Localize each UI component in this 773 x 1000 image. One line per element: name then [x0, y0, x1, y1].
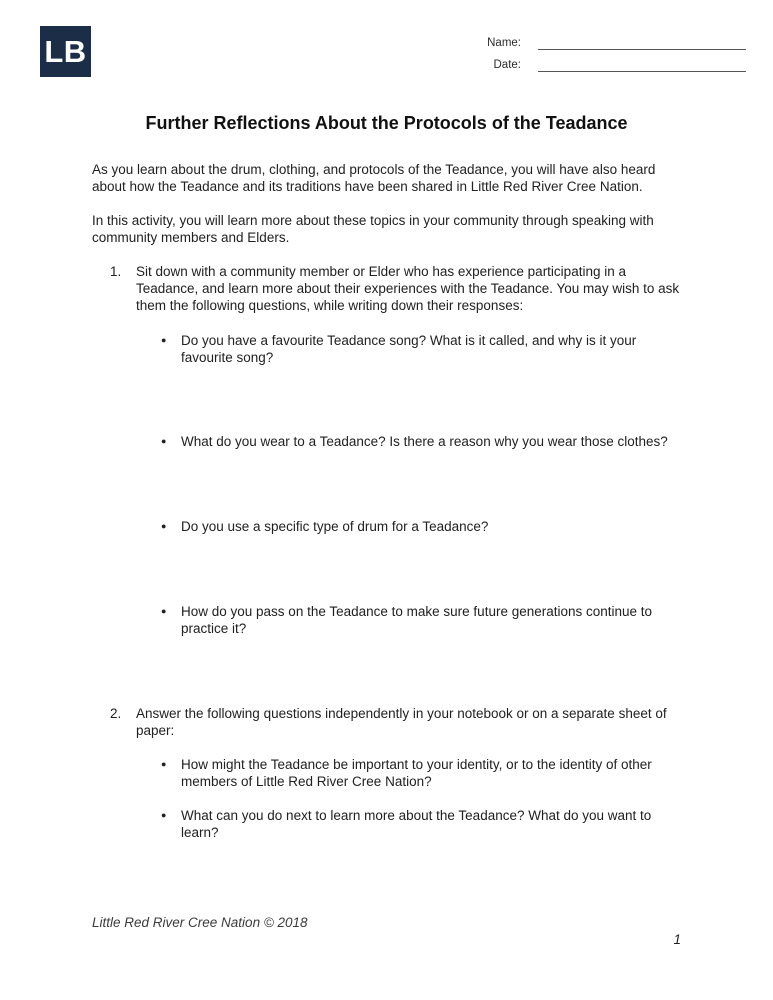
name-label: Name:: [487, 37, 521, 49]
document-body: [92, 161, 687, 841]
name-date-block: [477, 36, 746, 72]
date-label: Date:: [493, 59, 521, 71]
bullet-icon: [161, 518, 181, 536]
bullet-question: [161, 807, 687, 841]
numbered-item-2: [110, 705, 687, 739]
bullet-icon: [161, 756, 181, 790]
bullet-question: [161, 433, 687, 451]
numbered-item-1: [110, 263, 687, 314]
page-number: 1: [673, 932, 681, 947]
bullet-text: What can you do next to learn more about the Teadance? What do you want to learn?: [181, 808, 652, 840]
lb-logo: [40, 26, 91, 77]
bullet-text: Do you use a specific type of drum for a Teadance?: [181, 519, 489, 534]
intro-paragraph: In this activity, you will learn more about these topics in your community through speaking with community members and Elders.: [92, 213, 654, 245]
bullet-icon: [161, 433, 181, 451]
date-fill-in-line: [538, 58, 746, 72]
footer-copyright: Little Red River Cree Nation © 2018: [92, 915, 308, 930]
item-text: Answer the following questions independently in your notebook or on a separate sheet of paper:: [136, 706, 667, 738]
bullet-text: Do you have a favourite Teadance song? What is it called, and why is it your favourite song?: [181, 333, 637, 365]
bullet-text: What do you wear to a Teadance? Is there a reason why you wear those clothes?: [181, 434, 668, 449]
bullet-question: [161, 518, 687, 536]
name-fill-in-line: [538, 36, 746, 50]
bullet-text: How do you pass on the Teadance to make sure future generations continue to practice it?: [181, 604, 653, 636]
item-number: 2.: [110, 706, 122, 721]
bullet-icon: [161, 332, 181, 366]
bullet-text: How might the Teadance be important to your identity, or to the identity of other members of Little Red River Cree Nation?: [181, 757, 652, 789]
date-row: [477, 58, 746, 72]
item-text: Sit down with a community member or Elder who has experience participating in a Teadance, and learn more about their experiences with the Teadance. You may wish to ask them the following questions, while writing down their responses:: [136, 264, 680, 313]
lb-logo-text: LB: [44, 33, 87, 69]
page-title: Further Reflections About the Protocols of the Teadance: [145, 113, 628, 133]
bullet-icon: [161, 603, 181, 637]
item-number: 1.: [110, 264, 122, 279]
bullet-question: [161, 332, 687, 366]
page-header: [0, 0, 773, 85]
intro-paragraph: As you learn about the drum, clothing, and protocols of the Teadance, you will have also heard about how the Teadance and its traditions have been shared in Little Red River Cree Nation.: [92, 162, 656, 194]
bullet-question: [161, 603, 687, 637]
bullet-icon: [161, 807, 181, 841]
bullet-question: [161, 756, 687, 790]
name-row: [477, 36, 746, 50]
